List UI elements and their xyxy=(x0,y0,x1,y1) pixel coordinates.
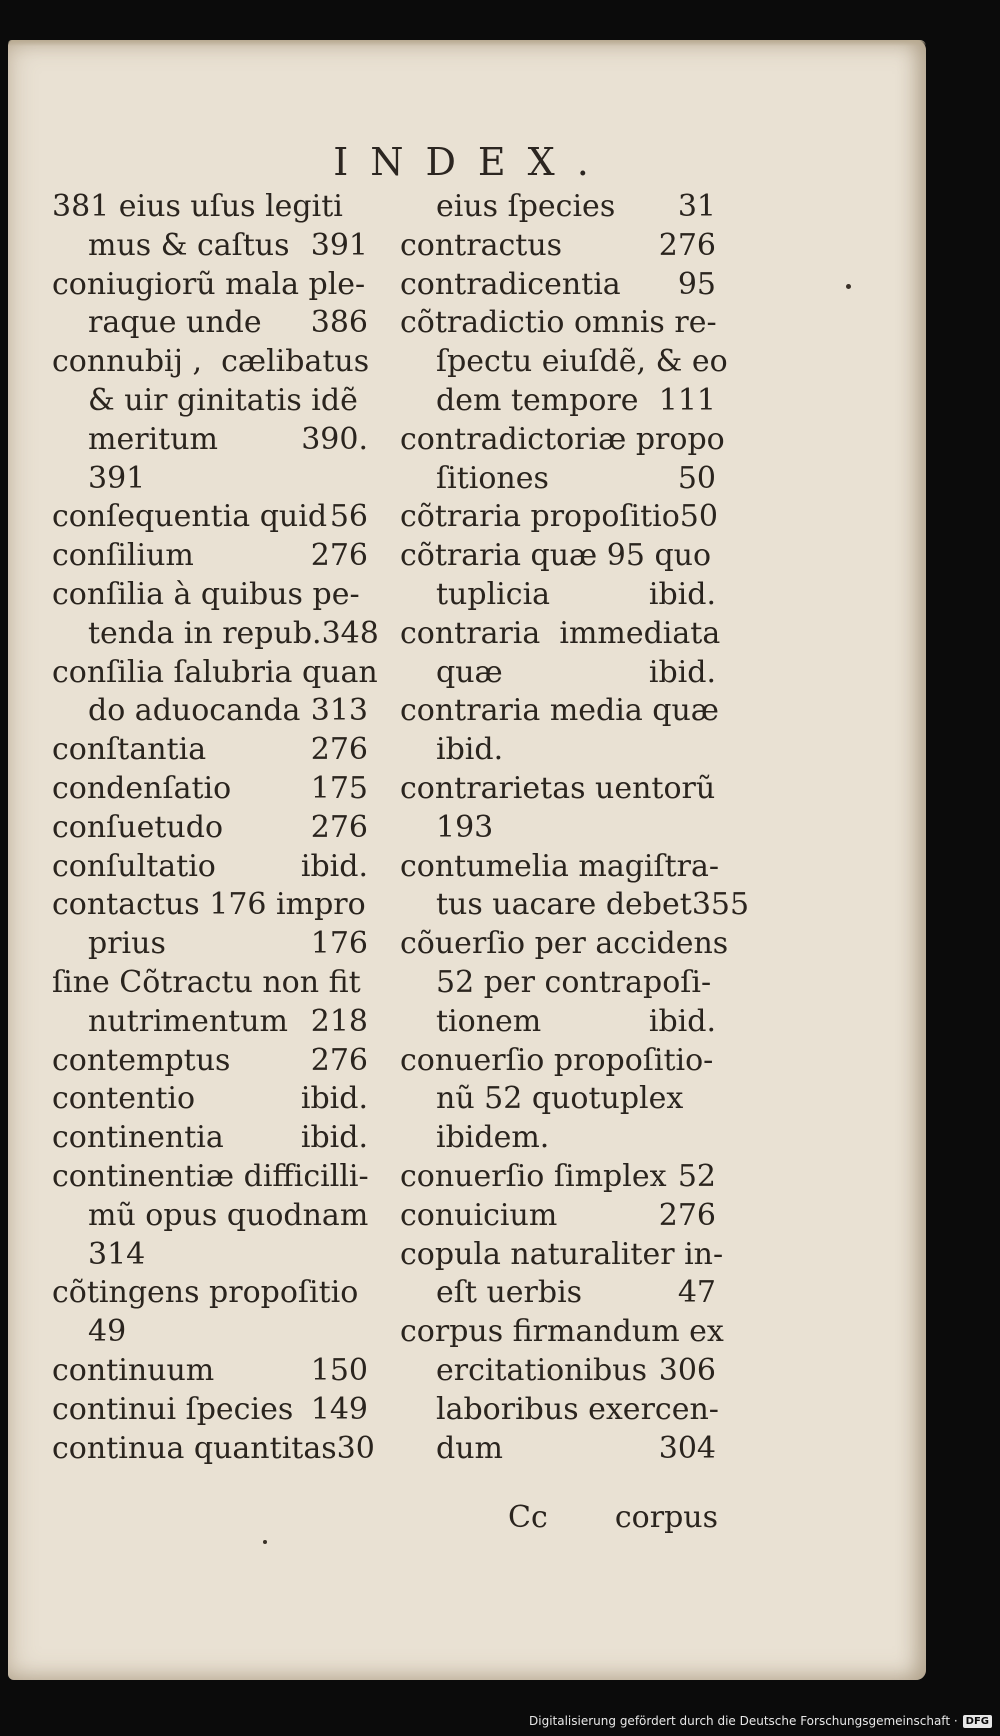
index-entry xyxy=(400,537,716,576)
index-entry xyxy=(52,227,368,266)
entry-page-ref: ibid. xyxy=(648,576,716,612)
entry-text: eius ſpecies xyxy=(436,189,616,224)
index-entry xyxy=(400,1003,716,1042)
entry-text: eſt uerbis xyxy=(436,1275,583,1311)
entry-text: contumelia magiſtra- xyxy=(400,848,720,884)
index-entry xyxy=(52,1274,368,1313)
entry-text: cõtradictio omnis re- xyxy=(400,305,717,341)
entry-text: contemptus xyxy=(52,1042,231,1078)
entry-text: cõtraria quæ 95 quo xyxy=(400,538,712,574)
entry-text: do aduocanda xyxy=(88,693,301,729)
index-column-left xyxy=(52,188,379,1468)
entry-page-ref: ibid. xyxy=(300,848,368,884)
entry-text: dem tempore xyxy=(436,382,639,418)
index-entry xyxy=(400,1430,716,1469)
index-entry xyxy=(400,731,716,770)
entry-text: contentio xyxy=(52,1081,196,1117)
entry-text: continua quantitas xyxy=(52,1430,337,1466)
entry-text: conſilia à quibus pe- xyxy=(52,576,360,612)
index-entry xyxy=(52,809,368,848)
entry-text: tionem xyxy=(436,1003,542,1039)
page-header: INDEX. xyxy=(333,140,611,184)
index-entry xyxy=(52,654,378,693)
index-entry xyxy=(400,770,716,809)
index-entry xyxy=(52,1003,368,1042)
entry-page-ref: 276 xyxy=(310,732,368,768)
entry-text: cõtingens propoſitio xyxy=(52,1275,359,1311)
index-entry xyxy=(52,188,368,227)
index-entry xyxy=(52,382,368,421)
index-entry xyxy=(52,1391,368,1430)
entry-text: mus & caſtus xyxy=(88,227,290,263)
index-entry xyxy=(400,692,719,731)
entry-text: conſuetudo xyxy=(52,809,224,845)
entry-text: ſpectu eiuſdẽ, & eo xyxy=(436,344,728,380)
entry-text: 381 eius uſus legiti xyxy=(52,189,343,224)
index-entry xyxy=(400,266,716,305)
entry-text: nũ 52 quotuplex xyxy=(436,1081,684,1117)
entry-text: contrarietas uentorũ xyxy=(400,770,716,806)
index-entry xyxy=(52,1430,375,1469)
page-edge xyxy=(8,40,926,46)
index-entry xyxy=(52,1119,368,1158)
entry-text: ſitiones xyxy=(436,460,549,496)
ink-speck xyxy=(846,284,851,289)
entry-page-ref: 175 xyxy=(310,770,368,806)
entry-page-ref: 56 xyxy=(329,499,368,535)
index-entry xyxy=(400,188,716,227)
entry-text: tus uacare debet xyxy=(436,887,692,923)
entry-text: continui ſpecies xyxy=(52,1391,294,1427)
book-page xyxy=(8,40,926,1680)
index-entry xyxy=(52,498,368,537)
index-entry xyxy=(52,576,368,615)
index-entry xyxy=(400,1197,716,1236)
entry-text: conſilia ſalubria quan xyxy=(52,654,378,690)
index-entry xyxy=(52,266,368,305)
index-entry xyxy=(400,1236,724,1275)
entry-text: contradictoriæ propo xyxy=(400,421,725,457)
footer-credit xyxy=(529,1714,992,1728)
entry-page-ref: 306 xyxy=(658,1352,716,1388)
entry-text: contraria immediata xyxy=(400,615,721,651)
entry-page-ref: 348 xyxy=(321,615,379,651)
index-entry xyxy=(400,1274,716,1313)
entry-page-ref: ibid. xyxy=(300,1081,368,1117)
index-entry xyxy=(52,770,368,809)
index-entry xyxy=(400,848,720,887)
index-entry xyxy=(52,421,368,460)
index-entry xyxy=(400,654,716,693)
entry-page-ref: 47 xyxy=(677,1275,716,1311)
entry-text: ibidem. xyxy=(436,1120,550,1156)
index-column-right xyxy=(400,188,750,1468)
entry-text: continentia xyxy=(52,1120,224,1156)
index-entry xyxy=(400,886,750,925)
index-entry xyxy=(52,886,368,925)
index-entry xyxy=(52,692,368,731)
entry-text: conuicium xyxy=(400,1197,558,1233)
index-entry xyxy=(400,498,716,537)
entry-text: copula naturaliter in- xyxy=(400,1236,724,1272)
entry-text: corpus firmandum ex xyxy=(400,1314,724,1350)
index-entry xyxy=(52,537,368,576)
index-entry xyxy=(400,615,721,654)
entry-text: contractus xyxy=(400,227,563,263)
entry-page-ref: 31 xyxy=(677,189,716,224)
entry-text: conſilium xyxy=(52,538,194,574)
entry-page-ref: 304 xyxy=(658,1430,716,1466)
signature-mark: Cc xyxy=(508,1500,548,1535)
entry-text: conſequentia quid xyxy=(52,499,328,535)
entry-text: ercitationibus xyxy=(436,1352,647,1388)
index-entry xyxy=(52,615,379,654)
entry-page-ref: 218 xyxy=(310,1003,368,1039)
entry-page-ref: 391 xyxy=(310,227,368,263)
index-entry xyxy=(400,382,716,421)
entry-text: & uir ginitatis idẽ xyxy=(88,382,358,418)
entry-text: tuplicia xyxy=(436,576,551,612)
dfg-logo-icon: DFG xyxy=(963,1715,992,1728)
index-entry xyxy=(52,460,368,499)
entry-page-ref: 313 xyxy=(310,693,368,729)
index-entry xyxy=(400,1158,716,1197)
entry-page-ref: 276 xyxy=(310,809,368,845)
entry-page-ref: 30 xyxy=(336,1430,375,1466)
entry-page-ref: 276 xyxy=(658,1197,716,1233)
entry-page-ref: 276 xyxy=(658,227,716,263)
index-entry xyxy=(400,421,725,460)
entry-text: conſtantia xyxy=(52,732,207,768)
entry-text: cõtraria propoſitio xyxy=(400,499,680,535)
entry-page-ref: 176 xyxy=(310,926,368,962)
index-entry xyxy=(400,227,716,266)
index-entry xyxy=(52,731,368,770)
index-entry xyxy=(52,925,368,964)
entry-page-ref: 50 xyxy=(679,499,718,535)
entry-page-ref: 390. xyxy=(301,421,368,457)
entry-text: conſultatio xyxy=(52,848,216,884)
entry-text: ſine Cõtractu non fit xyxy=(52,964,361,1000)
entry-page-ref: 111 xyxy=(658,382,716,418)
entry-text: coniugiorũ mala ple- xyxy=(52,266,366,302)
index-entry xyxy=(52,304,368,343)
entry-text: contactus 176 impro xyxy=(52,887,366,923)
index-entry xyxy=(52,1158,368,1197)
index-entry xyxy=(52,1042,368,1081)
page-foot xyxy=(508,1500,718,1535)
entry-text: condenſatio xyxy=(52,770,232,806)
entry-text: 193 xyxy=(436,809,494,845)
index-entry xyxy=(52,1236,368,1275)
entry-page-ref: 149 xyxy=(310,1391,368,1427)
entry-page-ref: 150 xyxy=(310,1352,368,1388)
entry-text: dum xyxy=(436,1430,503,1466)
entry-text: 52 per contrapoſi- xyxy=(436,964,712,1000)
entry-text: meritum xyxy=(88,421,218,457)
index-entry xyxy=(400,1352,716,1391)
entry-text: prius xyxy=(88,926,166,962)
entry-text: mũ opus quodnam xyxy=(88,1197,369,1233)
index-entry xyxy=(400,964,716,1003)
entry-page-ref: 355 xyxy=(691,887,750,923)
index-entry xyxy=(52,964,368,1003)
index-entry xyxy=(52,1313,368,1352)
footer-text: Digitalisierung gefördert durch die Deutsche Forschungsgemeinschaft · xyxy=(529,1714,958,1728)
index-entry xyxy=(400,1042,716,1081)
index-entry xyxy=(400,460,716,499)
entry-text: continuum xyxy=(52,1352,215,1388)
entry-text: quæ xyxy=(436,654,503,690)
index-entry xyxy=(400,304,716,343)
entry-page-ref: 276 xyxy=(310,538,368,574)
entry-text: connubij , cælibatus xyxy=(52,344,370,380)
entry-text: laboribus exercen- xyxy=(436,1391,719,1427)
entry-text: continentiæ difficilli- xyxy=(52,1158,369,1194)
entry-page-ref: ibid. xyxy=(300,1120,368,1156)
entry-text: 49 xyxy=(88,1314,127,1350)
entry-text: tenda in repub. xyxy=(88,615,322,651)
entry-page-ref: 50 xyxy=(677,460,716,496)
entry-text: 391 xyxy=(88,460,146,496)
index-entry xyxy=(400,809,716,848)
entry-text: nutrimentum xyxy=(88,1003,288,1039)
index-entry xyxy=(400,1080,716,1119)
entry-text: 314 xyxy=(88,1236,146,1272)
entry-page-ref: 95 xyxy=(677,266,716,302)
entry-page-ref: 276 xyxy=(310,1042,368,1078)
index-entry xyxy=(400,576,716,615)
entry-text: conuerſio propoſitio- xyxy=(400,1042,714,1078)
entry-text: conuerſio ſimplex xyxy=(400,1158,667,1194)
index-entry xyxy=(52,1197,368,1236)
index-entry xyxy=(52,1352,368,1391)
entry-text: ibid. xyxy=(436,732,504,768)
entry-page-ref: 386 xyxy=(310,305,368,341)
entry-page-ref: 52 xyxy=(677,1158,716,1194)
entry-text: raque unde xyxy=(88,305,262,341)
catchword: corpus xyxy=(614,1500,718,1535)
index-entry xyxy=(400,1313,724,1352)
index-entry xyxy=(400,343,728,382)
index-entry xyxy=(400,1119,716,1158)
entry-text: contraria media quæ xyxy=(400,693,719,729)
entry-page-ref: ibid. xyxy=(648,1003,716,1039)
index-entry xyxy=(400,1391,719,1430)
entry-text: cõuerſio per accidens xyxy=(400,926,729,962)
index-entry xyxy=(52,343,368,382)
index-entry xyxy=(52,1080,368,1119)
entry-text: contradicentia xyxy=(400,266,621,302)
ink-speck xyxy=(263,1540,267,1544)
entry-page-ref: ibid. xyxy=(648,654,716,690)
index-entry xyxy=(400,925,729,964)
index-entry xyxy=(52,848,368,887)
